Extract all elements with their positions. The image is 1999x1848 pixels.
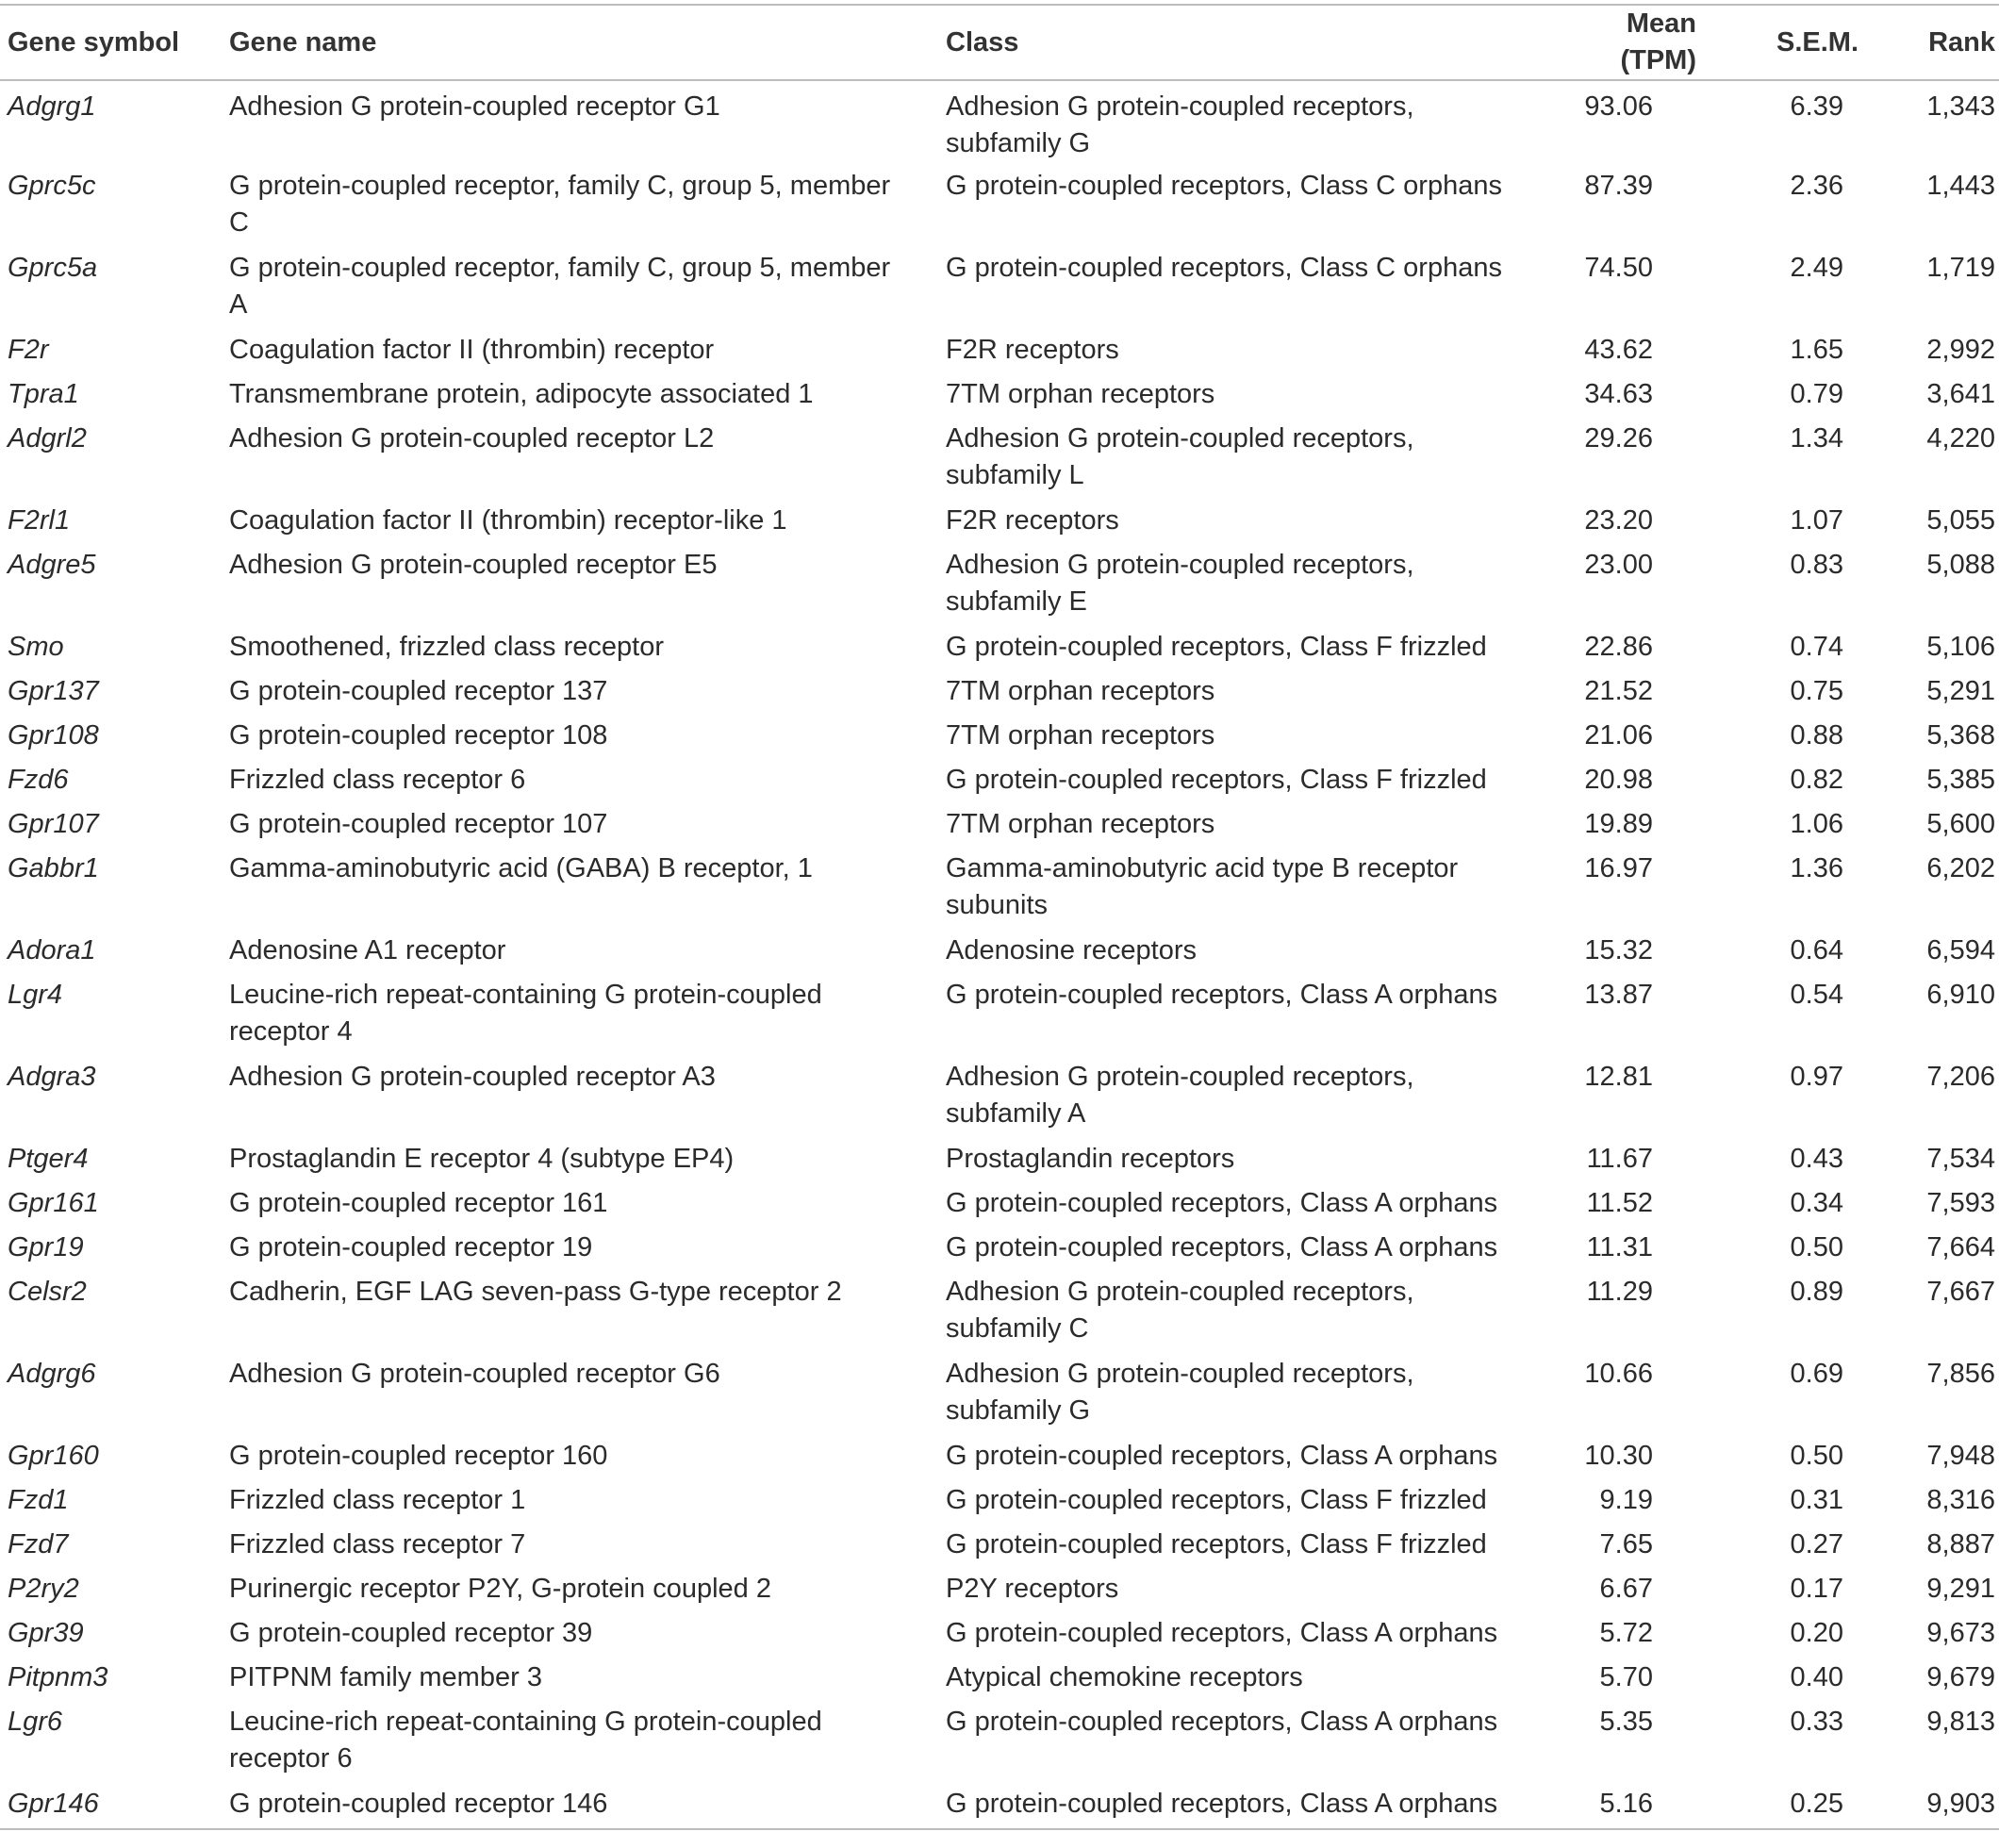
header-row [0, 5, 1999, 80]
cell-sem: 1.34 [1790, 423, 1843, 454]
table-row [0, 1477, 1999, 1521]
cell-gene-symbol: Gpr137 [8, 676, 99, 706]
cell-mean-tpm: 93.06 [1584, 91, 1653, 122]
cell-gene-symbol: Gpr160 [8, 1441, 99, 1471]
cell-rank: 1,719 [1926, 253, 1995, 283]
cell-gene-name: G protein-coupled receptor 107 [229, 809, 608, 839]
cell-mean-tpm: 16.97 [1584, 853, 1653, 883]
cell-gene-name: G protein-coupled receptor 108 [229, 720, 608, 751]
cell-rank: 5,291 [1926, 676, 1995, 706]
cell-sem: 0.82 [1790, 765, 1843, 795]
cell-mean-tpm: 34.63 [1584, 379, 1653, 409]
cell-gene-name: Coagulation factor II (thrombin) receptor-like 1 [229, 505, 787, 536]
table-row [0, 1780, 1999, 1829]
table-body [0, 80, 1999, 1829]
cell-class: Adhesion G protein-coupled receptors, subfamily A [946, 1062, 1414, 1129]
table-row [0, 800, 1999, 845]
cell-gene-name: Gamma-aminobutyric acid (GABA) B receptor, 1 [229, 853, 813, 883]
table-row [0, 1053, 1999, 1135]
cell-gene-name: G protein-coupled receptor, family C, group 5, member C [229, 171, 891, 238]
cell-gene-name: Smoothened, frizzled class receptor [229, 632, 664, 662]
cell-sem: 2.49 [1790, 253, 1843, 283]
header-sem: S.E.M. [1776, 26, 1859, 58]
cell-gene-symbol: Gprc5a [8, 253, 98, 283]
cell-gene-name: Leucine-rich repeat-containing G protein-coupled receptor 6 [229, 1707, 822, 1774]
cell-mean-tpm: 23.20 [1584, 505, 1653, 536]
cell-gene-symbol: Gpr108 [8, 720, 99, 751]
cell-rank: 7,856 [1926, 1359, 1995, 1389]
cell-gene-symbol: Celsr2 [8, 1277, 87, 1307]
cell-gene-name: G protein-coupled receptor 39 [229, 1618, 593, 1648]
cell-rank: 9,673 [1926, 1618, 1995, 1648]
cell-sem: 1.36 [1790, 853, 1843, 883]
cell-gene-symbol: Adora1 [8, 935, 96, 965]
cell-class: Prostaglandin receptors [946, 1144, 1235, 1174]
cell-gene-symbol: Adgre5 [8, 550, 96, 580]
cell-sem: 1.65 [1790, 335, 1843, 365]
cell-rank: 6,594 [1926, 935, 1995, 965]
cell-gene-symbol: Smo [8, 632, 64, 662]
cell-mean-tpm: 74.50 [1584, 253, 1653, 283]
cell-mean-tpm: 5.35 [1599, 1707, 1653, 1737]
cell-sem: 6.39 [1790, 91, 1843, 122]
cell-class: G protein-coupled receptors, Class A orphans [946, 1188, 1498, 1218]
cell-rank: 9,679 [1926, 1662, 1995, 1692]
cell-sem: 0.83 [1790, 550, 1843, 580]
cell-mean-tpm: 23.00 [1584, 550, 1653, 580]
cell-class: Adhesion G protein-coupled receptors, subfamily L [946, 423, 1414, 490]
cell-gene-name: Prostaglandin E receptor 4 (subtype EP4) [229, 1144, 735, 1174]
cell-class: F2R receptors [946, 505, 1119, 536]
cell-mean-tpm: 87.39 [1584, 171, 1653, 201]
cell-gene-name: G protein-coupled receptor 137 [229, 676, 608, 706]
cell-class: Gamma-aminobutyric acid type B receptor subunits [946, 853, 1459, 920]
cell-gene-symbol: Adgrl2 [8, 423, 87, 454]
cell-sem: 2.36 [1790, 171, 1843, 201]
cell-rank: 6,910 [1926, 980, 1995, 1010]
cell-mean-tpm: 11.67 [1586, 1144, 1653, 1174]
cell-gene-name: Coagulation factor II (thrombin) receptor [229, 335, 715, 365]
cell-rank: 5,055 [1926, 505, 1995, 536]
cell-rank: 9,291 [1926, 1574, 1995, 1604]
header-class: Class [946, 26, 1019, 58]
table-row [0, 756, 1999, 800]
cell-gene-name: G protein-coupled receptor 146 [229, 1789, 608, 1819]
cell-rank: 5,600 [1926, 809, 1995, 839]
cell-mean-tpm: 10.30 [1584, 1441, 1653, 1471]
cell-mean-tpm: 15.32 [1584, 935, 1653, 965]
cell-gene-symbol: Lgr4 [8, 980, 63, 1010]
cell-gene-symbol: Gpr161 [8, 1188, 99, 1218]
table-row [0, 162, 1999, 244]
cell-gene-name: Adhesion G protein-coupled receptor G1 [229, 91, 720, 122]
cell-mean-tpm: 5.70 [1599, 1662, 1653, 1692]
cell-mean-tpm: 7.65 [1599, 1529, 1653, 1559]
cell-gene-name: Adhesion G protein-coupled receptor A3 [229, 1062, 716, 1092]
table-row [0, 845, 1999, 927]
cell-gene-symbol: Gpr39 [8, 1618, 84, 1648]
cell-mean-tpm: 22.86 [1584, 632, 1653, 662]
cell-gene-name: Purinergic receptor P2Y, G-protein coupled 2 [229, 1574, 771, 1604]
cell-sem: 1.06 [1790, 809, 1843, 839]
cell-gene-symbol: Ptger4 [8, 1144, 89, 1174]
cell-gene-symbol: Gpr19 [8, 1232, 84, 1262]
cell-rank: 8,316 [1926, 1485, 1995, 1515]
cell-mean-tpm: 43.62 [1584, 335, 1653, 365]
cell-sem: 0.25 [1790, 1789, 1843, 1819]
cell-mean-tpm: 9.19 [1599, 1485, 1653, 1515]
cell-rank: 3,641 [1926, 379, 1995, 409]
cell-mean-tpm: 20.98 [1584, 765, 1653, 795]
cell-rank: 5,368 [1926, 720, 1995, 751]
cell-gene-symbol: Gpr107 [8, 809, 99, 839]
cell-class: G protein-coupled receptors, Class C orphans [946, 253, 1502, 283]
cell-mean-tpm: 5.72 [1599, 1618, 1653, 1648]
cell-mean-tpm: 11.31 [1586, 1232, 1653, 1262]
table-row [0, 371, 1999, 415]
cell-sem: 0.50 [1790, 1232, 1843, 1262]
cell-mean-tpm: 13.87 [1584, 980, 1653, 1010]
cell-sem: 0.33 [1790, 1707, 1843, 1737]
cell-class: G protein-coupled receptors, Class A orphans [946, 1618, 1498, 1648]
table-row [0, 1350, 1999, 1432]
cell-gene-name: G protein-coupled receptor 19 [229, 1232, 593, 1262]
cell-sem: 0.69 [1790, 1359, 1843, 1389]
cell-class: 7TM orphan receptors [946, 809, 1215, 839]
cell-gene-symbol: Gabbr1 [8, 853, 99, 883]
cell-class: 7TM orphan receptors [946, 379, 1215, 409]
cell-rank: 2,992 [1926, 335, 1995, 365]
cell-class: Adhesion G protein-coupled receptors, subfamily E [946, 550, 1414, 617]
cell-rank: 5,106 [1926, 632, 1995, 662]
cell-gene-name: G protein-coupled receptor 161 [229, 1188, 608, 1218]
cell-rank: 7,667 [1926, 1277, 1995, 1307]
cell-class: G protein-coupled receptors, Class F frizzled [946, 1485, 1487, 1515]
cell-gene-name: Leucine-rich repeat-containing G protein-coupled receptor 4 [229, 980, 822, 1047]
cell-rank: 7,664 [1926, 1232, 1995, 1262]
table-row [0, 497, 1999, 541]
table-row [0, 623, 1999, 668]
table-row [0, 971, 1999, 1053]
table-row [0, 712, 1999, 756]
cell-mean-tpm: 6.67 [1599, 1574, 1653, 1604]
cell-rank: 7,206 [1926, 1062, 1995, 1092]
cell-sem: 0.88 [1790, 720, 1843, 751]
cell-sem: 0.20 [1790, 1618, 1843, 1648]
cell-mean-tpm: 29.26 [1584, 423, 1653, 454]
cell-class: F2R receptors [946, 335, 1119, 365]
cell-rank: 9,813 [1926, 1707, 1995, 1737]
cell-gene-name: Frizzled class receptor 1 [229, 1485, 526, 1515]
cell-rank: 7,534 [1926, 1144, 1995, 1174]
cell-class: G protein-coupled receptors, Class A orphans [946, 1232, 1498, 1262]
table-row [0, 1521, 1999, 1565]
cell-rank: 7,948 [1926, 1441, 1995, 1471]
cell-class: Adhesion G protein-coupled receptors, subfamily G [946, 1359, 1414, 1426]
cell-sem: 0.97 [1790, 1062, 1843, 1092]
cell-sem: 0.50 [1790, 1441, 1843, 1471]
cell-gene-name: G protein-coupled receptor, family C, group 5, member A [229, 253, 891, 320]
table-row [0, 541, 1999, 623]
table-row [0, 1698, 1999, 1780]
table-row [0, 927, 1999, 971]
cell-sem: 0.79 [1790, 379, 1843, 409]
cell-gene-symbol: Lgr6 [8, 1707, 63, 1737]
cell-class: G protein-coupled receptors, Class A orphans [946, 1789, 1498, 1819]
table-row [0, 1609, 1999, 1654]
cell-class: 7TM orphan receptors [946, 720, 1215, 751]
cell-gene-symbol: Fzd6 [8, 765, 69, 795]
cell-gene-name: PITPNM family member 3 [229, 1662, 542, 1692]
cell-rank: 9,903 [1926, 1789, 1995, 1819]
cell-class: 7TM orphan receptors [946, 676, 1215, 706]
cell-sem: 0.17 [1790, 1574, 1843, 1604]
cell-gene-name: Frizzled class receptor 6 [229, 765, 526, 795]
header-mean-tpm: Mean (TPM) [1620, 8, 1696, 75]
cell-sem: 0.31 [1790, 1485, 1843, 1515]
table-row [0, 1180, 1999, 1224]
cell-gene-name: Adhesion G protein-coupled receptor G6 [229, 1359, 720, 1389]
table-header [0, 5, 1999, 80]
cell-mean-tpm: 21.52 [1584, 676, 1653, 706]
cell-class: G protein-coupled receptors, Class F frizzled [946, 765, 1487, 795]
cell-sem: 0.27 [1790, 1529, 1843, 1559]
header-gene-name: Gene name [229, 26, 377, 58]
cell-gene-name: Frizzled class receptor 7 [229, 1529, 526, 1559]
table-row [0, 80, 1999, 162]
cell-class: G protein-coupled receptors, Class C orphans [946, 171, 1502, 201]
cell-mean-tpm: 11.52 [1586, 1188, 1653, 1218]
cell-rank: 5,088 [1926, 550, 1995, 580]
cell-sem: 1.07 [1790, 505, 1843, 536]
cell-gene-symbol: Fzd1 [8, 1485, 69, 1515]
cell-mean-tpm: 19.89 [1584, 809, 1653, 839]
cell-mean-tpm: 11.29 [1586, 1277, 1653, 1307]
cell-class: G protein-coupled receptors, Class F frizzled [946, 632, 1487, 662]
cell-gene-symbol: Gprc5c [8, 171, 96, 201]
cell-rank: 5,385 [1926, 765, 1995, 795]
table-row [0, 1565, 1999, 1609]
cell-gene-name: Transmembrane protein, adipocyte associated 1 [229, 379, 814, 409]
cell-rank: 6,202 [1926, 853, 1995, 883]
cell-rank: 1,443 [1926, 171, 1995, 201]
cell-gene-symbol: Fzd7 [8, 1529, 69, 1559]
cell-gene-name: Adhesion G protein-coupled receptor L2 [229, 423, 715, 454]
cell-rank: 1,343 [1926, 91, 1995, 122]
cell-sem: 0.64 [1790, 935, 1843, 965]
cell-gene-symbol: Adgrg1 [8, 91, 96, 122]
table-row [0, 326, 1999, 371]
cell-mean-tpm: 21.06 [1584, 720, 1653, 751]
cell-gene-symbol: P2ry2 [8, 1574, 79, 1604]
cell-rank: 4,220 [1926, 423, 1995, 454]
cell-class: Adenosine receptors [946, 935, 1197, 965]
table-row [0, 668, 1999, 712]
cell-rank: 7,593 [1926, 1188, 1995, 1218]
cell-gene-symbol: Adgra3 [8, 1062, 96, 1092]
gpcr-expression-table [0, 4, 1999, 1830]
cell-mean-tpm: 12.81 [1584, 1062, 1653, 1092]
table-row [0, 1224, 1999, 1268]
cell-class: G protein-coupled receptors, Class F frizzled [946, 1529, 1487, 1559]
cell-sem: 0.54 [1790, 980, 1843, 1010]
table-row [0, 415, 1999, 497]
cell-class: Atypical chemokine receptors [946, 1662, 1303, 1692]
cell-class: Adhesion G protein-coupled receptors, subfamily C [946, 1277, 1414, 1344]
cell-gene-symbol: F2rl1 [8, 505, 71, 536]
cell-rank: 8,887 [1926, 1529, 1995, 1559]
cell-gene-name: Adenosine A1 receptor [229, 935, 506, 965]
cell-gene-name: Cadherin, EGF LAG seven-pass G-type receptor 2 [229, 1277, 842, 1307]
cell-sem: 0.43 [1790, 1144, 1843, 1174]
cell-sem: 0.34 [1790, 1188, 1843, 1218]
cell-class: G protein-coupled receptors, Class A orphans [946, 1441, 1498, 1471]
cell-class: G protein-coupled receptors, Class A orphans [946, 1707, 1498, 1737]
cell-gene-symbol: Pitpnm3 [8, 1662, 108, 1692]
cell-sem: 0.74 [1790, 632, 1843, 662]
cell-gene-symbol: Gpr146 [8, 1789, 99, 1819]
header-gene-symbol: Gene symbol [8, 26, 180, 58]
cell-gene-symbol: Adgrg6 [8, 1359, 96, 1389]
table-row [0, 1268, 1999, 1350]
cell-gene-name: G protein-coupled receptor 160 [229, 1441, 608, 1471]
cell-sem: 0.40 [1790, 1662, 1843, 1692]
cell-class: P2Y receptors [946, 1574, 1119, 1604]
cell-class: G protein-coupled receptors, Class A orphans [946, 980, 1498, 1010]
table-row [0, 244, 1999, 326]
cell-mean-tpm: 5.16 [1599, 1789, 1653, 1819]
table-row [0, 1135, 1999, 1180]
cell-sem: 0.89 [1790, 1277, 1843, 1307]
cell-sem: 0.75 [1790, 676, 1843, 706]
header-rank: Rank [1928, 26, 1995, 58]
cell-gene-name: Adhesion G protein-coupled receptor E5 [229, 550, 718, 580]
cell-gene-symbol: Tpra1 [8, 379, 79, 409]
table-row [0, 1654, 1999, 1698]
cell-mean-tpm: 10.66 [1584, 1359, 1653, 1389]
table-row [0, 1432, 1999, 1477]
cell-class: Adhesion G protein-coupled receptors, subfamily G [946, 91, 1414, 158]
cell-gene-symbol: F2r [8, 335, 49, 365]
